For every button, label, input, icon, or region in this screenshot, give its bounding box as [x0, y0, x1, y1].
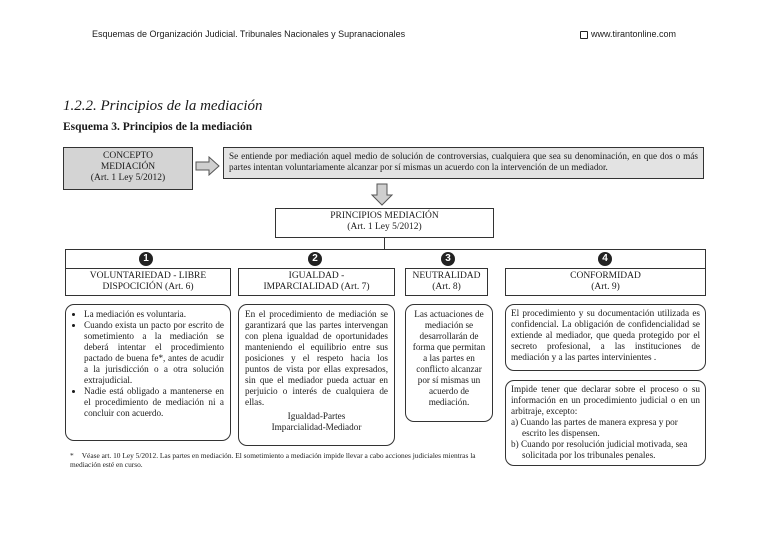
arrow-down-icon — [370, 183, 394, 207]
igualdad-note-2: Imparcialidad-Mediador — [271, 422, 362, 432]
concept-ref: (Art. 1 Ley 5/2012) — [90, 173, 166, 183]
voluntariedad-content — [65, 304, 231, 441]
website-header — [580, 29, 676, 39]
conformidad-content — [505, 304, 706, 371]
connector-left — [65, 249, 66, 268]
number-badge-4: 4 — [598, 252, 612, 266]
voluntariedad-bullet-1: • La mediación es voluntaria. — [84, 309, 224, 320]
footnote-text: Véase art. 10 Ley 5/2012. Las partes en mediación. El sometimiento a mediación impide llevar a cabo acciones judiciales mientras la mediación esté en curso. — [70, 451, 476, 469]
copyright-icon — [580, 31, 588, 39]
conformidad-text: El procedimiento y su documentación utilizada es confidencial. La obligación de confidencialidad se extiende al mediador, que queda protegido por el secreto profesional, a las instituciones de mediación y a las partes intervinientes . — [511, 308, 700, 362]
definition-box: Se entiende por mediación aquel medio de solución de controversias, cualquiera que sea su denominación, en que dos o más partes intentan voluntariamente alcanzar por sí mismas un acuerdo con la intervención de un mediador. — [223, 147, 704, 179]
igualdad-title-2: IMPARCIALIDAD — [263, 282, 339, 292]
section-title: 1.2.2. Principios de la mediación — [63, 98, 263, 114]
voluntariedad-title-2: DISPOCICIÓN — [102, 282, 163, 292]
voluntariedad-ref: (Art. 6) — [165, 282, 194, 292]
voluntariedad-bullet-3: • Nadie está obligado a mantenerse en el procedimiento de mediación ni a concluir con acuerdo. — [84, 386, 224, 419]
principles-title: PRINCIPIOS MEDIACIÓN — [330, 211, 439, 221]
neutralidad-header — [405, 268, 488, 296]
number-badge-2: 2 — [308, 252, 322, 266]
voluntariedad-bullet-2: • Cuando exista un pacto por escrito de sometimiento a la mediación se deberá intentar el procedimiento pactado de buena fe*, antes de acudir a la jurisdicción o a otra solución extrajudicial. — [84, 320, 224, 386]
footnote — [70, 451, 500, 469]
voluntariedad-title-1: VOLUNTARIEDAD - LIBRE — [89, 271, 207, 281]
conformidad-exceptions — [505, 380, 706, 466]
neutralidad-ref: (Art. 8) — [432, 282, 461, 292]
neutralidad-content — [405, 304, 493, 422]
concept-line2: MEDIACIÓN — [100, 162, 156, 172]
exception-b: b) Cuando por resolución judicial motivada, sea solicitada por los tribunales penales. — [511, 439, 688, 460]
concept-box — [63, 147, 193, 190]
connector-horizontal — [65, 249, 706, 250]
neutralidad-title: NEUTRALIDAD — [412, 271, 481, 281]
running-header: Esquemas de Organización Judicial. Tribunales Nacionales y Supranacionales — [92, 29, 406, 39]
website-url[interactable]: www.tirantonline.com — [591, 29, 677, 39]
conformidad-header — [505, 268, 706, 296]
arrow-right-icon — [195, 156, 221, 176]
principles-ref: (Art. 1 Ley 5/2012) — [347, 222, 422, 232]
igualdad-title-1: IGUALDAD - — [288, 271, 345, 281]
conformidad-ref: (Art. 9) — [591, 282, 620, 292]
voluntariedad-header — [65, 268, 231, 296]
exceptions-intro: Impide tener que declarar sobre el proceso o su información en un procedimiento judicial o en un arbitraje, excepto: — [511, 384, 700, 416]
igualdad-ref: (Art. 7) — [341, 282, 370, 292]
number-badge-3: 3 — [441, 252, 455, 266]
conformidad-title: CONFORMIDAD — [570, 271, 641, 281]
concept-line1: CONCEPTO — [103, 151, 153, 161]
neutralidad-text: Las actuaciones de mediación se desarrollarán de forma que permitan a las partes en conflicto alcanzar por sí mismas un acuerdo de mediación. — [412, 309, 486, 407]
connector-right — [705, 249, 706, 268]
principles-box — [275, 208, 494, 238]
schema-title: Esquema 3. Principios de la mediación — [63, 121, 253, 133]
igualdad-text: En el procedimiento de mediación se garantizará que las partes intervengan con plena igualdad de oportunidades manteniendo el equilibrio entre sus posiciones y el respeto hacia los puntos de vista por ellas expresados, sin que el mediador pueda actuar en perjuicio o interés de cualquiera de ellas. — [245, 309, 388, 407]
footnote-marker: * — [70, 451, 74, 460]
exception-a: a) Cuando las partes de manera expresa y por escrito les dispensen. — [511, 417, 678, 438]
number-badge-1: 1 — [139, 252, 153, 266]
igualdad-content — [238, 304, 395, 446]
igualdad-header — [238, 268, 395, 296]
igualdad-note-1: Igualdad-Partes — [287, 411, 346, 421]
